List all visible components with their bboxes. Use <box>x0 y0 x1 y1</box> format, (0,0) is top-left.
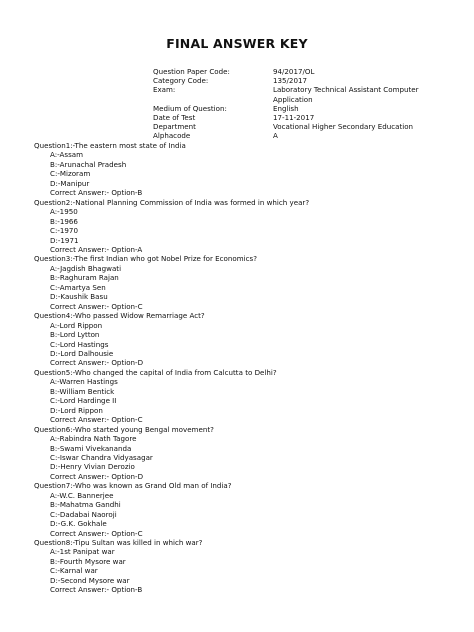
meta-row <box>153 113 443 122</box>
answer-option: C:-1970 <box>50 226 78 236</box>
meta-label: Category Code: <box>153 76 209 86</box>
answer-option: A:-Rabindra Nath Tagore <box>50 434 137 444</box>
meta-row <box>153 76 443 85</box>
answer-option: A:-W.C. Bannerjee <box>50 490 114 500</box>
answer-option: D:-Lord Rippon <box>50 405 103 415</box>
meta-row <box>153 67 443 76</box>
question-block <box>34 254 454 311</box>
correct-answer: Correct Answer:- Option-C <box>50 528 143 538</box>
meta-value: 94/2017/OL <box>273 67 315 76</box>
meta-label: Department <box>153 122 196 132</box>
question-block <box>34 141 454 198</box>
question-text: Question8:-Tipu Sultan was killed in which war? <box>34 538 203 548</box>
answer-option: C:-Lord Hardinge II <box>50 396 117 406</box>
answer-option: B:-1966 <box>50 216 78 226</box>
meta-value: A <box>273 131 278 141</box>
answer-option: D:-Manipur <box>50 178 90 188</box>
answer-option: A:-Assam <box>50 150 84 160</box>
question-list <box>34 141 454 595</box>
answer-option: A:-Jagdish Bhagwati <box>50 263 122 273</box>
meta-row <box>153 131 443 140</box>
question-text: Question2:-National Planning Commission of India was formed in which year? <box>34 197 310 207</box>
question-text: Question3:-The first Indian who got Nobel Prize for Economics? <box>34 254 257 264</box>
meta-row <box>153 122 443 131</box>
question-block <box>34 538 454 595</box>
correct-answer: Correct Answer:- Option-C <box>50 301 143 311</box>
correct-answer: Correct Answer:- Option-B <box>50 585 143 595</box>
correct-answer: Correct Answer:- Option-C <box>50 415 143 425</box>
answer-option: B:-Mahatma Gandhi <box>50 500 121 510</box>
answer-option: B:-Arunachal Pradesh <box>50 159 127 169</box>
answer-option: C:-Iswar Chandra Vidyasagar <box>50 452 153 462</box>
meta-label: Question Paper Code: <box>153 67 230 76</box>
answer-option: A:-Warren Hastings <box>50 377 118 387</box>
question-block <box>34 311 454 368</box>
correct-answer: Correct Answer:- Option-A <box>50 244 143 254</box>
correct-answer: Correct Answer:- Option-D <box>50 471 144 481</box>
question-block <box>34 425 454 482</box>
answer-option: C:-Dadabai Naoroji <box>50 509 117 519</box>
question-text: Question1:-The eastern most state of India <box>34 141 186 150</box>
answer-option: C:-Mizoram <box>50 169 91 179</box>
correct-answer: Correct Answer:- Option-B <box>50 188 143 198</box>
meta-label: Date of Test <box>153 113 196 123</box>
answer-option: D:-Kaushik Basu <box>50 292 108 302</box>
meta-label: Exam: <box>153 85 176 95</box>
meta-value: 17-11-2017 <box>273 113 315 123</box>
answer-option: C:-Amartya Sen <box>50 282 106 292</box>
question-text: Question7:-Who was known as Grand Old man of India? <box>34 481 232 491</box>
correct-answer: Correct Answer:- Option-D <box>50 358 144 368</box>
answer-option: B:-Fourth Mysore war <box>50 556 126 566</box>
answer-option: B:-William Bentick <box>50 386 115 396</box>
question-block <box>34 368 454 425</box>
answer-option: D:-Henry Vivian Derozio <box>50 462 135 472</box>
meta-label: Medium of Question: <box>153 103 227 113</box>
answer-option: D:-Lord Dalhousie <box>50 348 114 358</box>
answer-option: B:-Lord Lytton <box>50 330 100 340</box>
answer-option: A:-Lord Rippon <box>50 320 103 330</box>
meta-value: 135/2017 <box>273 76 307 86</box>
answer-option: A:-1st Panipat war <box>50 547 115 557</box>
meta-row <box>153 85 443 103</box>
meta-row <box>153 104 443 113</box>
answer-option: B:-Swami Vivekananda <box>50 443 132 453</box>
answer-option: C:-Lord Hastings <box>50 339 109 349</box>
meta-value: English <box>273 103 299 113</box>
question-block <box>34 481 454 538</box>
question-block <box>34 198 454 255</box>
question-text: Question5:-Who changed the capital of India from Calcutta to Delhi? <box>34 367 277 377</box>
answer-option: A:-1950 <box>50 207 78 217</box>
page-title: FINAL ANSWER KEY <box>166 36 308 51</box>
meta-label: Alphacode <box>153 131 191 141</box>
meta-value: Vocational Higher Secondary Education <box>273 122 414 132</box>
question-text: Question6:-Who started young Bengal movement? <box>34 424 214 434</box>
answer-option: D:-G.K. Gokhale <box>50 519 107 529</box>
answer-option: D:-Second Mysore war <box>50 575 130 585</box>
meta-value: Laboratory Technical Assistant Computer Application <box>273 85 419 104</box>
answer-option: C:-Karnal war <box>50 566 98 576</box>
answer-option: B:-Raghuram Rajan <box>50 273 119 283</box>
exam-details <box>153 67 443 141</box>
answer-option: D:-1971 <box>50 235 79 245</box>
question-text: Question4:-Who passed Widow Remarriage Act? <box>34 311 205 321</box>
